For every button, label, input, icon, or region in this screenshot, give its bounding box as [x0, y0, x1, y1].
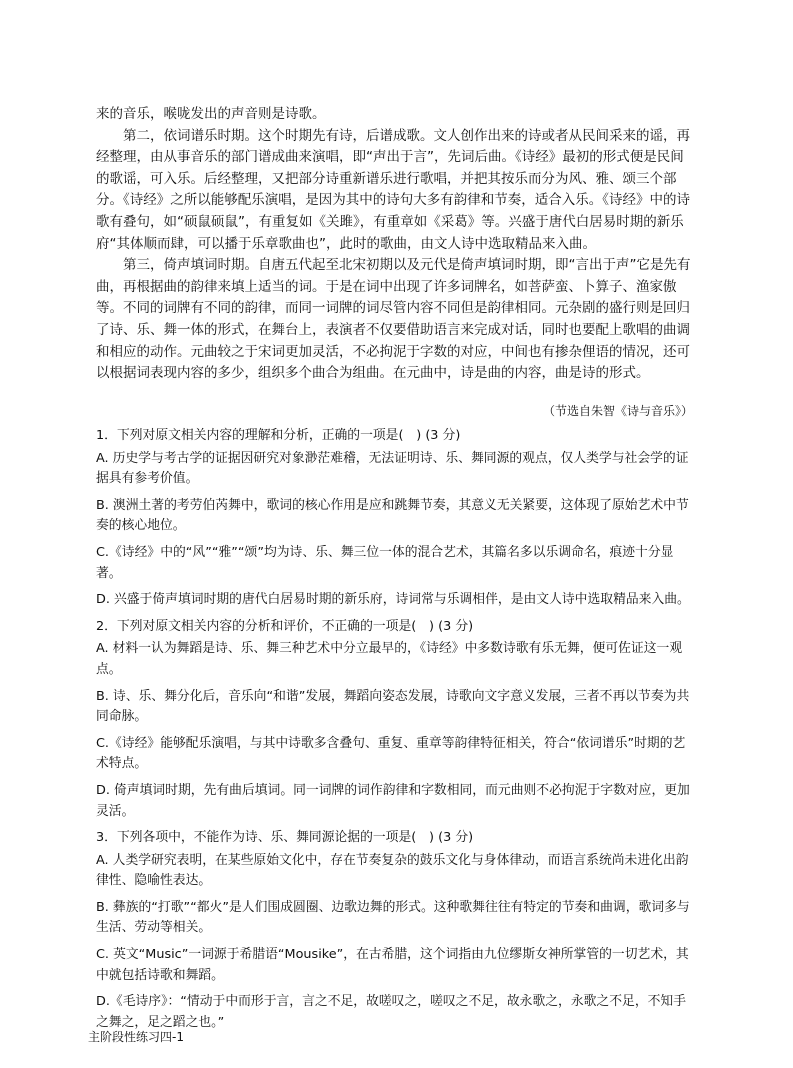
option-c: C.《诗经》能够配乐演唱，与其中诗歌多含叠句、重复、重章等韵律特征相关，符合“依词谱乐”时期的艺术特点。 [96, 735, 686, 772]
question-2 [96, 617, 696, 822]
option-d: D. 兴盛于倚声填词时期的唐代白居易时期的新乐府，诗词常与乐调相伴，是由文人诗中选取精品来入曲。 [96, 592, 690, 608]
passage-paragraph-2: 第二，依词谱乐时期。这个时期先有诗，后谱成歌。文人创作出来的诗或者从民间采来的谣，再经整理，由从事音乐的部门谱成曲来演唱，即“声出于言”，先词后曲。《诗经》最初的形式便是民间的歌谣，可入乐。后经整理，又把部分诗重新谱乐进行歌唱，并把其按乐而分为风、雅、颂三个部分。《诗经》之所以能够配乐演唱，是因为其中的诗句大多有韵律和节奏，适合入乐。《诗经》中的诗歌有叠句，如“硕鼠硕鼠”，有重复如《关雎》，有重章如《采葛》等。兴盛于唐代白居易时期的新乐府“其体顺而肆，可以播于乐章歌曲也”，此时的歌曲，由文人诗中选取精品来入曲。 [96, 127, 690, 252]
reading-passage [96, 104, 696, 385]
question-1 [96, 426, 696, 611]
question-3 [96, 828, 696, 1033]
option-b: B. 诗、乐、舞分化后，音乐向“和谐”发展，舞蹈向姿态发展，诗歌向文字意义发展，三者不再以节奏为共同命脉。 [96, 688, 690, 725]
option-d: D. 倚声填词时期，先有曲后填词。同一词牌的词作韵律和字数相同，而元曲则不必拘泥于字数对应，更加灵活。 [96, 782, 690, 819]
option-d: D.《毛诗序》：“情动于中而形于言，言之不足，故嗟叹之，嗟叹之不足，故永歌之，永歌之不足，不知手之舞之，足之蹈之也。” [96, 994, 687, 1030]
question-stem: 1．下列对原文相关内容的理解和分析，正确的一项是( ) (3 分) [96, 428, 461, 443]
passage-paragraph-3: 第三，倚声填词时期。自唐五代起至北宋初期以及元代是倚声填词时期，即“言出于声”它是先有曲，再根据曲的韵律来填上适当的词。于是在词中出现了许多词牌名，如菩萨蛮、卜算子、渔家傲等。不同的词牌有不同的韵律，而同一词牌的词尽管内容不同但是韵律相同。元杂剧的盛行则是回归了诗、乐、舞一体的形式，在舞台上，表演者不仅要借助语言来完成对话，同时也要配上歌唱的曲调和相应的动作。元曲较之于宋词更加灵活，不必拘泥于字数的对应，中间也有掺杂俚语的情况，还可以根据词表现内容的多少，组织多个曲合为组曲。在元曲中，诗是曲的内容，曲是诗的形式。 [96, 257, 691, 382]
passage-source: （节选自朱智《诗与音乐》） [542, 404, 693, 418]
option-a: A. 人类学研究表明，在某些原始文化中，存在节奏复杂的鼓乐文化与身体律动，而语言系统尚未进化出韵律性、隐喻性表达。 [96, 852, 689, 889]
question-stem: 2．下列对原文相关内容的分析和评价，不正确的一项是( ) (3 分) [96, 618, 474, 634]
passage-line-1: 来的音乐，喉咙发出的声音则是诗歌。 [96, 106, 326, 122]
option-a: A. 材料一认为舞蹈是诗、乐、舞三种艺术中分立最早的，《诗经》中多数诗歌有乐无舞，便可佐证这一观点。 [96, 641, 683, 677]
question-stem: 3．下列各项中，不能作为诗、乐、舞同源论据的一项是( ) (3 分) [96, 830, 474, 846]
option-a: A. 历史学与考古学的证据因研究对象渺茫难稽，无法证明诗、乐、舞同源的观点，仅人类学与社会学的证据具有参考价值。 [96, 450, 689, 487]
option-c: C. 英文“Music”一词源于希腊语“Mousike”，在古希腊，这个词指由九位缪斯女神所掌管的一切艺术，其中就包括诗歌和舞蹈。 [96, 947, 689, 983]
option-b: B. 彝族的“打歌”“都火”是人们围成圆圈、边歌边舞的形式。这种歌舞往往有特定的节奏和曲调，歌词多与生活、劳动等相关。 [96, 899, 690, 936]
option-b: B. 澳洲土著的考劳伯芮舞中，歌词的核心作用是应和跳舞节奏，其意义无关紧要，这体现了原始艺术中节奏的核心地位。 [96, 497, 689, 534]
question-list [96, 424, 696, 1039]
option-c: C.《诗经》中的“风”“雅”“颂”均为诗、乐、舞三位一体的混合艺术，其篇名多以乐调命名，痕迹十分显著。 [96, 544, 674, 581]
page-footer: 主阶段性练习四-1 [88, 1030, 184, 1044]
